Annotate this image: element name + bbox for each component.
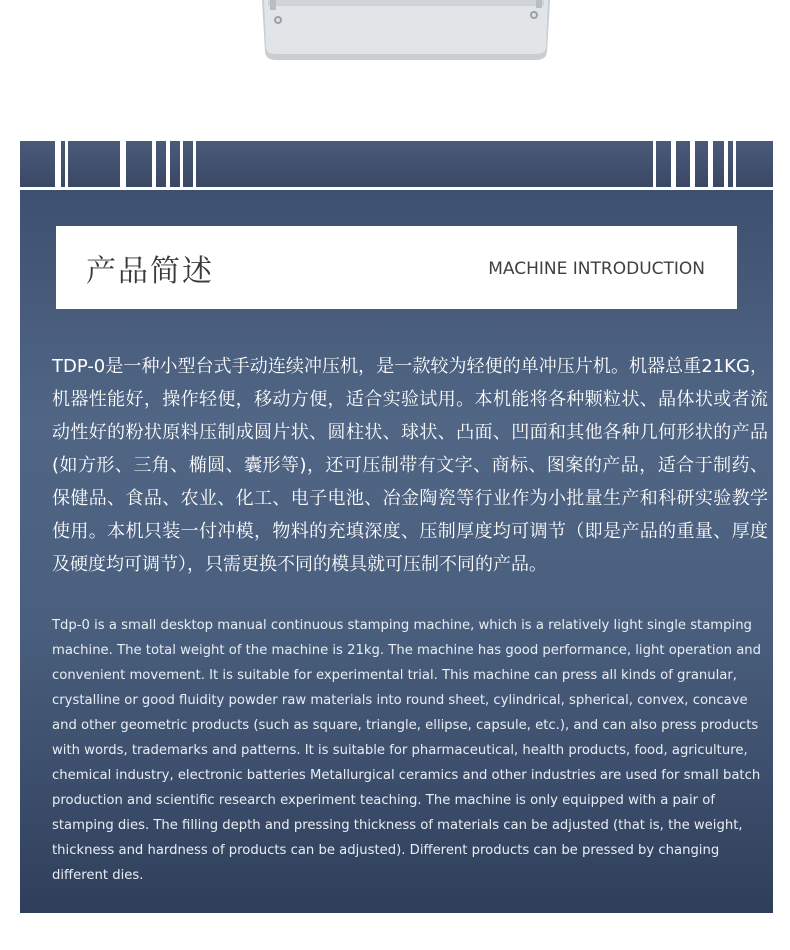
stripe-decoration (180, 141, 183, 187)
stripe-decoration (653, 141, 656, 187)
stripe-decoration (65, 141, 68, 187)
stripe-decoration (733, 141, 736, 187)
title-card (56, 226, 737, 309)
title-chinese: 产品简述 (86, 254, 214, 289)
metal-plate-icon (262, 0, 550, 60)
stripe-decoration (708, 141, 713, 187)
title-english: MACHINE INTRODUCTION (488, 259, 705, 279)
stripe-decoration (193, 141, 196, 187)
description-chinese: TDP-0是一种小型台式手动连续冲压机，是一款较为轻便的单冲压片机。机器总重21KG，机器性能好，操作轻便，移动方便，适合实验试用。本机能将各种颗粒状、晶体状或者流动性好的粉状原料压制成圆片状、圆柱状、球状、凸面、凹面和其他各种几何形状的产品(如方形、三角、椭圆、囊形等)，还可压制带有文字、商标、图案的产品，适合于制药、保健品、食品、农业、化工、电子电池、冶金陶瓷等行业作为小批量生产和科研实验教学使用。本机只装一付冲模，物料的充填深度、压制厚度均可调节（即是产品的重量、厚度及硬度均可调节），只需更换不同的模具就可压制不同的产品。 (52, 356, 768, 575)
stripe-decoration (690, 141, 695, 187)
stripe-decoration (724, 141, 728, 187)
stripe-decoration (55, 141, 61, 187)
stripe-decoration (166, 141, 170, 187)
stripe-decoration (152, 141, 156, 187)
decorative-stripe-band (20, 141, 773, 187)
stripe-decoration (671, 141, 676, 187)
product-photo (262, 0, 550, 60)
stripe-decoration (120, 141, 126, 187)
description-english: Tdp-0 is a small desktop manual continuous stamping machine, which is a relatively light single stamping machine. The total weight of the machine is 21kg. The machine has good performance, light operation and convenient movement. It is suitable for experimental trial. This machine can press all kinds of granular, crystalline or good fluidity powder raw materials into round sheet, cylindrical, spherical, convex, concave and other geometric products (such as square, triangle, ellipse, capsule, etc.), and can also press products with words, trademarks and patterns. It is suitable for pharmaceutical, health products, food, agriculture, chemical industry, electronic batteries Metallurgical ceramics and other industries are used for small batch production and scientific research experiment teaching. The machine is only equipped with a pair of stamping dies. The filling depth and pressing thickness of materials can be adjusted (that is, the weight, thickness and hardness of products can be adjusted). Different products can be pressed by changing different dies. (52, 618, 762, 883)
